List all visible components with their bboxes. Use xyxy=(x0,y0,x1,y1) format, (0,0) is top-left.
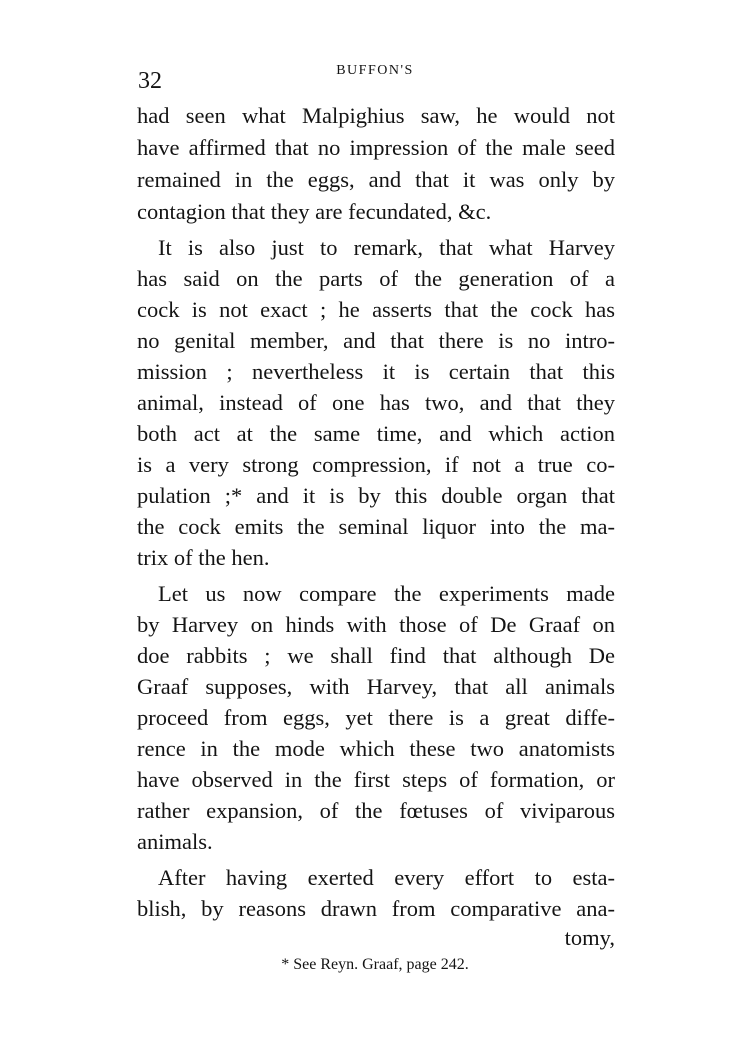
text-line: both act at the same time, and which action xyxy=(137,421,615,446)
catchword: tomy, xyxy=(564,925,615,950)
text-line: animal, instead of one has two, and that they xyxy=(137,390,615,415)
page-number: 32 xyxy=(138,68,162,94)
text-line: had seen what Malpighius saw, he would not xyxy=(137,103,615,128)
text-line: the cock emits the seminal liquor into the ma- xyxy=(137,514,615,539)
text-line: have observed in the first steps of formation, or xyxy=(137,767,615,792)
text-line: by Harvey on hinds with those of De Graaf on xyxy=(137,612,615,637)
text-line: Graaf supposes, with Harvey, that all animals xyxy=(137,674,615,699)
text-line: remained in the eggs, and that it was only by xyxy=(137,167,615,192)
text-line: mission ; nevertheless it is certain that this xyxy=(137,359,615,384)
text-line: blish, by reasons drawn from comparative ana- xyxy=(137,896,615,921)
text-line: no genital member, and that there is no intro- xyxy=(137,328,615,353)
text-line: trix of the hen. xyxy=(137,545,270,570)
text-line: Let us now compare the experiments made xyxy=(158,581,615,606)
text-line: After having exerted every effort to esta- xyxy=(158,865,615,890)
text-line: rather expansion, of the fœtuses of viviparous xyxy=(137,798,615,823)
text-line: is a very strong compression, if not a true co- xyxy=(137,452,615,477)
text-line: It is also just to remark, that what Harvey xyxy=(158,235,615,260)
text-line: proceed from eggs, yet there is a great diffe- xyxy=(137,705,615,730)
text-line: cock is not exact ; he asserts that the cock has xyxy=(137,297,615,322)
text-line: rence in the mode which these two anatomists xyxy=(137,736,615,761)
text-line: have affirmed that no impression of the male seed xyxy=(137,135,615,160)
text-line: pulation ;* and it is by this double organ that xyxy=(137,483,615,508)
text-line: doe rabbits ; we shall find that although De xyxy=(137,643,615,668)
text-line: contagion that they are fecundated, &c. xyxy=(137,199,492,224)
text-line: animals. xyxy=(137,829,213,854)
running-head: BUFFON'S xyxy=(336,63,414,78)
text-line: has said on the parts of the generation of a xyxy=(137,266,615,291)
footnote: * See Reyn. Graaf, page 242. xyxy=(281,956,469,973)
